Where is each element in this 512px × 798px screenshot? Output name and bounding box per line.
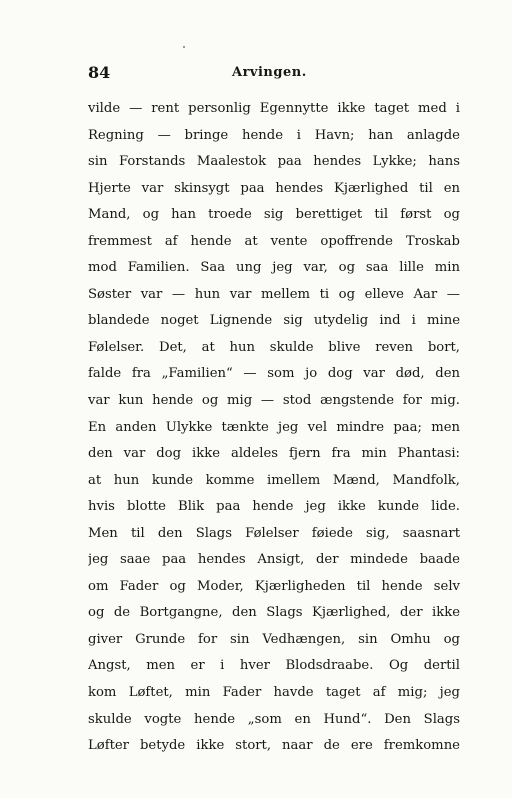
- text-line: vilde — rent personlig Egennytte ikke taget med i: [88, 101, 460, 116]
- text-line: om Fader og Moder, Kjærligheden til hende selv: [88, 578, 460, 594]
- text-line: giver Grunde for sin Vedhængen, sin Omhu og: [88, 631, 460, 647]
- text-line: falde fra „Familien“ — som jo dog var død, den: [88, 366, 460, 382]
- page-number: 84: [88, 63, 111, 82]
- text-line: skulde vogte hende „som en Hund“. Den Slags: [88, 711, 460, 727]
- text-line: Men til den Slags Følelser føiede sig, saasnart: [88, 525, 460, 541]
- running-title: Arvingen.: [232, 65, 307, 80]
- text-line: En anden Ulykke tænkte jeg vel mindre paa; men: [88, 419, 460, 435]
- text-line: Søster var — hun var mellem ti og elleve Aar —: [88, 286, 460, 302]
- body-text: [88, 96, 460, 760]
- text-line: kom Løftet, min Fader havde taget af mig; jeg: [88, 685, 460, 701]
- text-line: blandede noget Lignende sig utydelig ind i mine: [88, 313, 460, 329]
- text-line: Mand, og han troede sig berettiget til først og: [88, 207, 460, 223]
- text-line: Løfter betyde ikke stort, naar de ere fremkomne: [88, 738, 460, 754]
- text-line: Regning — bringe hende i Havn; han anlagde: [88, 127, 460, 143]
- text-line: Angst, men er i hver Blodsdraabe. Og dertil: [88, 658, 460, 674]
- text-line: hvis blotte Blik paa hende jeg ikke kunde lide.: [88, 499, 460, 515]
- text-line: og de Bortgangne, den Slags Kjærlighed, der ikke: [88, 605, 460, 621]
- text-line: at hun kunde komme imellem Mænd, Mandfolk,: [88, 472, 460, 488]
- text-line: mod Familien. Saa ung jeg var, og saa lille min: [88, 260, 460, 276]
- text-line: var kun hende og mig — stod ængstende for mig.: [88, 393, 460, 409]
- text-line: den var dog ikke aldeles fjern fra min Phantasi:: [88, 446, 460, 462]
- text-line: Følelser. Det, at hun skulde blive reven bort,: [88, 339, 460, 355]
- print-speck: [183, 46, 185, 48]
- text-line: Hjerte var skinsygt paa hendes Kjærlighed til en: [88, 180, 460, 196]
- page-header: [88, 63, 460, 85]
- text-line: sin Forstands Maalestok paa hendes Lykke; hans: [88, 154, 460, 170]
- text-line: jeg saae paa hendes Ansigt, der mindede baade: [88, 552, 460, 568]
- text-line: fremmest af hende at vente opoffrende Troskab: [88, 233, 460, 249]
